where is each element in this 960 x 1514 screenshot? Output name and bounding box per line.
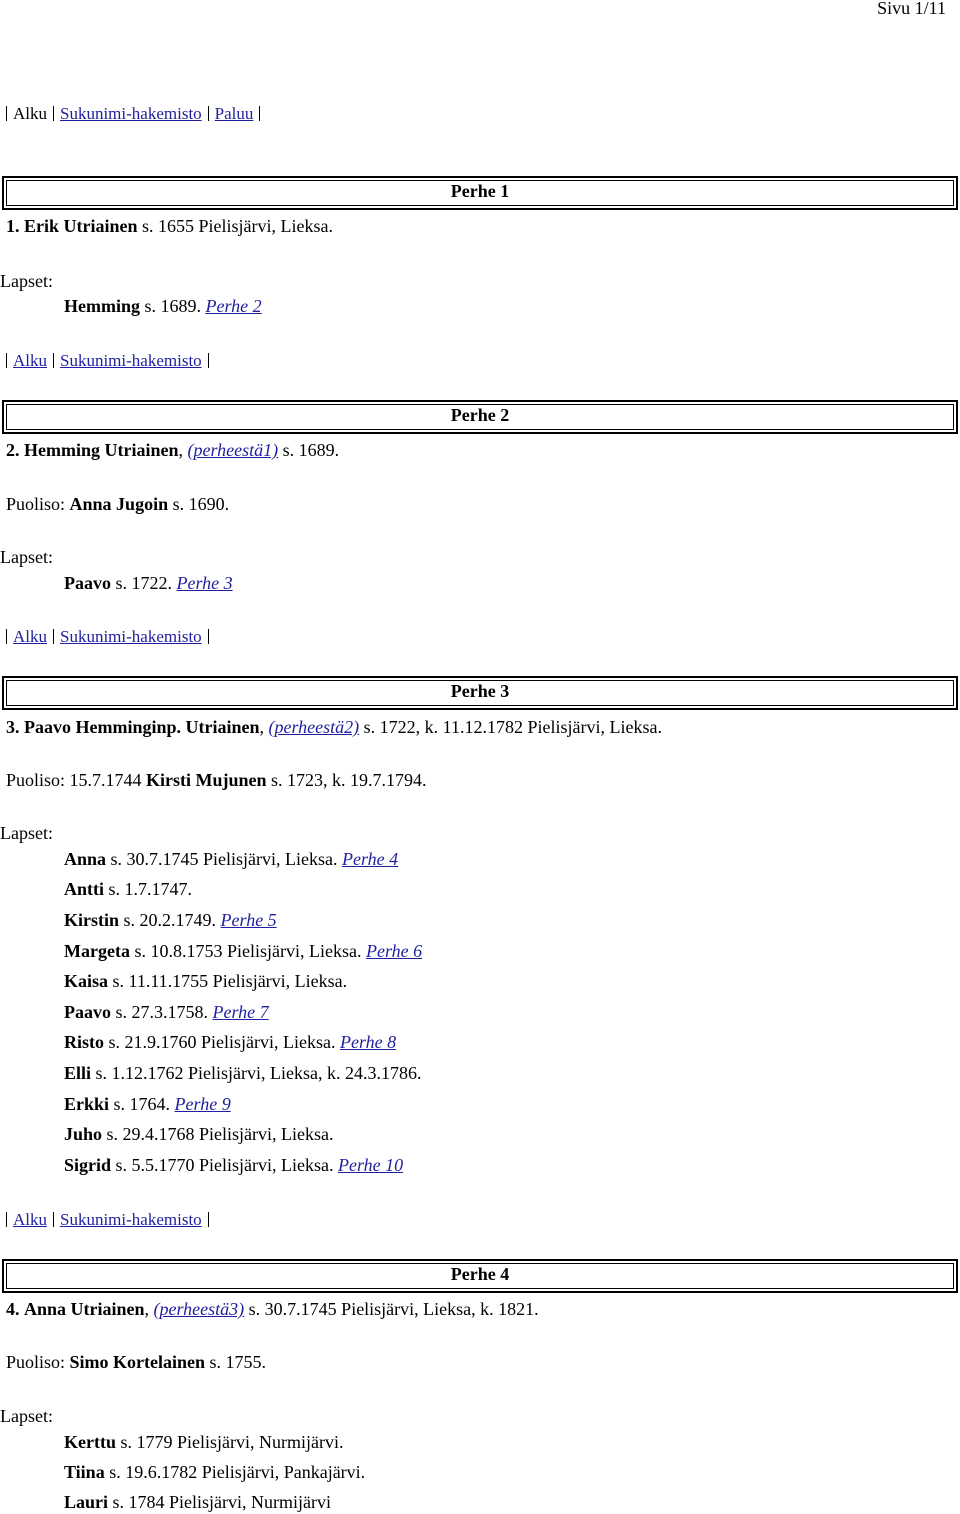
nav-sukunimi-hakemisto-link[interactable]: Sukunimi-hakemisto: [60, 627, 202, 646]
nav-separator: [6, 106, 7, 121]
child-family-link[interactable]: Perhe 3: [176, 573, 233, 593]
top-nav: [0, 104, 266, 124]
nav-alku-current: Alku: [13, 104, 47, 123]
child-row: [64, 1063, 422, 1084]
child-name: Kerttu: [64, 1432, 116, 1452]
parent-family-link[interactable]: (perheestä2): [268, 717, 360, 737]
spouse-row: [6, 770, 427, 791]
spouse-label: Puoliso:: [6, 770, 66, 790]
child-row: [64, 1124, 334, 1145]
marriage-date: 15.7.1744: [69, 770, 147, 790]
person-details: s. 1722, k. 11.12.1782 Pielisjärvi, Lieksa.: [359, 717, 662, 737]
child-name: Hemming: [64, 296, 140, 316]
child-details: s. 1689.: [140, 296, 206, 316]
child-details: s. 30.7.1745 Pielisjärvi, Lieksa.: [106, 849, 343, 869]
child-row: [64, 1492, 331, 1513]
person-name: Anna Utriainen: [24, 1299, 145, 1319]
family-1-title: Perhe 1: [450, 181, 510, 201]
children-label: Lapset:: [0, 271, 53, 291]
child-row: [64, 971, 347, 992]
child-details: s. 20.2.1749.: [119, 910, 221, 930]
child-details: s. 1722.: [111, 573, 177, 593]
child-family-link[interactable]: Perhe 8: [339, 1032, 397, 1052]
child-details: s. 11.11.1755 Pielisjärvi, Lieksa.: [108, 971, 348, 991]
spouse-label: Puoliso:: [6, 494, 66, 514]
spouse-name: Kirsti Mujunen: [146, 770, 267, 790]
child-family-link[interactable]: Perhe 6: [365, 941, 423, 961]
child-name: Paavo: [64, 573, 111, 593]
nav-separator: [208, 1212, 209, 1227]
children-label: Lapset:: [0, 823, 53, 843]
family-4-head-person: [6, 1299, 539, 1320]
children-label: Lapset:: [0, 1406, 53, 1426]
child-details: s. 5.5.1770 Pielisjärvi, Lieksa.: [111, 1155, 338, 1175]
child-details: s. 1779 Pielisjärvi, Nurmijärvi.: [115, 1432, 344, 1452]
child-details: s. 27.3.1758.: [111, 1002, 213, 1022]
spouse-name: Anna Jugoin: [69, 494, 169, 514]
children-label: Lapset:: [0, 547, 53, 567]
family-2-nav: [0, 627, 215, 647]
nav-separator: [208, 106, 209, 121]
child-row: [64, 1032, 396, 1053]
child-name: Margeta: [64, 941, 130, 961]
family-2-head-person: [6, 440, 339, 461]
child-row: [64, 879, 192, 900]
nav-separator: [208, 629, 209, 644]
child-row: [64, 1094, 231, 1115]
child-name: Paavo: [64, 1002, 111, 1022]
nav-paluu-link[interactable]: Paluu: [214, 104, 254, 123]
page-number: Sivu 1/11: [877, 0, 946, 18]
nav-separator: [208, 353, 209, 368]
family-1-nav: [0, 351, 215, 371]
nav-alku-link[interactable]: Alku: [13, 627, 47, 646]
spouse-details: s. 1723, k. 19.7.1794.: [266, 770, 427, 790]
nav-separator: [53, 629, 54, 644]
nav-separator: [53, 1212, 54, 1227]
child-name: Risto: [64, 1032, 104, 1052]
child-row: [64, 573, 233, 594]
nav-sukunimi-hakemisto-link[interactable]: Sukunimi-hakemisto: [60, 104, 202, 123]
person-name-separator: ,: [178, 440, 188, 460]
child-row: [64, 849, 398, 870]
child-family-link[interactable]: Perhe 5: [220, 910, 277, 930]
spouse-label: Puoliso:: [6, 1352, 66, 1372]
person-details: s. 1689.: [278, 440, 340, 460]
child-name: Kirstin: [64, 910, 120, 930]
nav-sukunimi-hakemisto-link[interactable]: Sukunimi-hakemisto: [60, 351, 202, 370]
spouse-details: s. 1755.: [205, 1352, 267, 1372]
parent-family-link[interactable]: (perheestä3): [153, 1299, 245, 1319]
family-3-header: [2, 676, 958, 710]
child-family-link[interactable]: Perhe 10: [338, 1155, 404, 1175]
family-3-title: Perhe 3: [450, 681, 510, 701]
child-name: Antti: [64, 879, 104, 899]
nav-alku-link[interactable]: Alku: [13, 351, 47, 370]
nav-separator: [6, 629, 7, 644]
spouse-row: [6, 494, 229, 515]
person-details: s. 1655 Pielisjärvi, Lieksa.: [137, 216, 333, 236]
nav-separator: [6, 1212, 7, 1227]
person-details: s. 30.7.1745 Pielisjärvi, Lieksa, k. 1821.: [244, 1299, 539, 1319]
family-3-head-person: [6, 717, 662, 738]
child-details: s. 29.4.1768 Pielisjärvi, Lieksa.: [102, 1124, 334, 1144]
nav-separator: [53, 353, 54, 368]
child-details: s. 1.12.1762 Pielisjärvi, Lieksa, k. 24.3.1786.: [91, 1063, 422, 1083]
spouse-row: [6, 1352, 266, 1373]
person-number: 1.: [6, 216, 20, 236]
person-number: 2.: [6, 440, 20, 460]
child-name: Lauri: [64, 1492, 109, 1512]
child-row: [64, 910, 277, 931]
parent-family-link[interactable]: (perheestä1): [187, 440, 279, 460]
child-row: [64, 1155, 403, 1176]
nav-separator: [53, 106, 54, 121]
child-details: s. 19.6.1782 Pielisjärvi, Pankajärvi.: [104, 1462, 366, 1482]
spouse-name: Simo Kortelainen: [69, 1352, 206, 1372]
family-1-head-person: [6, 216, 333, 237]
child-row: [64, 1462, 365, 1483]
child-name: Sigrid: [64, 1155, 112, 1175]
family-2-title: Perhe 2: [450, 405, 510, 425]
child-details: s. 10.8.1753 Pielisjärvi, Lieksa.: [129, 941, 366, 961]
child-details: s. 1764.: [109, 1094, 175, 1114]
child-family-link[interactable]: Perhe 9: [174, 1094, 231, 1114]
nav-separator: [259, 106, 260, 121]
person-number: 3.: [6, 717, 20, 737]
person-name-separator: ,: [144, 1299, 154, 1319]
spouse-details: s. 1690.: [168, 494, 230, 514]
child-row: [64, 1002, 269, 1023]
person-name-separator: ,: [259, 717, 269, 737]
child-details: s. 1784 Pielisjärvi, Nurmijärvi: [108, 1492, 331, 1512]
family-3-nav: [0, 1210, 215, 1230]
child-row: [64, 296, 262, 317]
child-family-link[interactable]: Perhe 2: [205, 296, 262, 316]
child-row: [64, 1432, 343, 1453]
nav-separator: [6, 353, 7, 368]
family-4-header: [2, 1259, 958, 1293]
child-name: Erkki: [64, 1094, 110, 1114]
child-name: Juho: [64, 1124, 103, 1144]
child-details: s. 1.7.1747.: [104, 879, 193, 899]
child-name: Anna: [64, 849, 107, 869]
child-row: [64, 941, 422, 962]
person-name: Hemming Utriainen: [24, 440, 179, 460]
nav-alku-link[interactable]: Alku: [13, 1210, 47, 1229]
child-name: Kaisa: [64, 971, 109, 991]
child-family-link[interactable]: Perhe 7: [212, 1002, 269, 1022]
child-family-link[interactable]: Perhe 4: [342, 849, 399, 869]
nav-sukunimi-hakemisto-link[interactable]: Sukunimi-hakemisto: [60, 1210, 202, 1229]
person-number: 4.: [6, 1299, 20, 1319]
family-1-header: [2, 176, 958, 210]
child-name: Tiina: [64, 1462, 105, 1482]
family-2-header: [2, 400, 958, 434]
person-name: Erik Utriainen: [24, 216, 138, 236]
family-4-title: Perhe 4: [450, 1264, 510, 1284]
child-name: Elli: [64, 1063, 92, 1083]
person-name: Paavo Hemminginp. Utriainen: [24, 717, 260, 737]
child-details: s. 21.9.1760 Pielisjärvi, Lieksa.: [104, 1032, 340, 1052]
